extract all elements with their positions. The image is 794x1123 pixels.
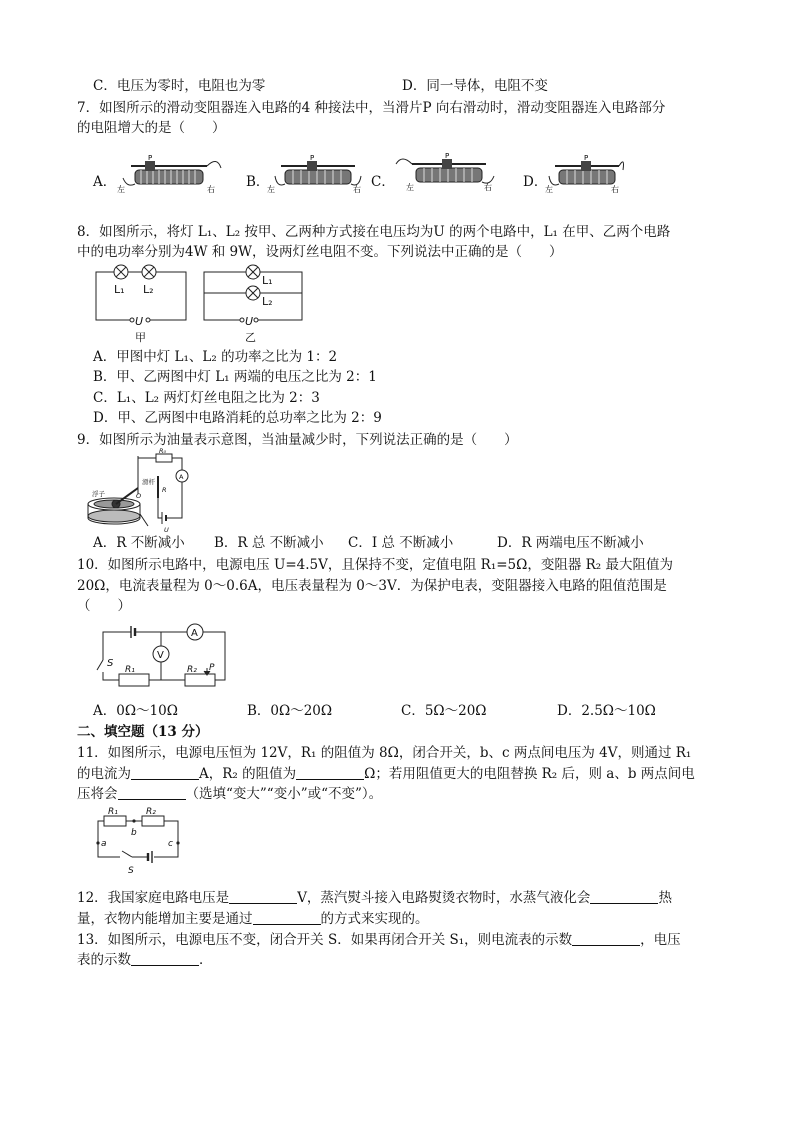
svg-text:甲: 甲 [135, 331, 146, 344]
rheostat-figure-c [392, 150, 502, 192]
svg-text:R₁: R₁ [108, 807, 118, 817]
svg-text:左: 左 [267, 185, 275, 194]
svg-text:L₁: L₁ [114, 283, 125, 296]
q12-blank-1 [229, 889, 297, 904]
q11-line3: 压将会 （选填“变大”“变小”或“不变”）。 [77, 786, 383, 802]
q13-blank-1 [572, 931, 640, 946]
svg-text:R₂: R₂ [146, 807, 156, 817]
q13-blank-2 [131, 951, 199, 966]
q7-option-b-label: B． [246, 174, 270, 190]
svg-text:S: S [128, 866, 134, 876]
svg-text:R₁: R₁ [125, 665, 135, 675]
svg-text:U: U [135, 315, 144, 328]
q7-option-c-label: C． [371, 174, 395, 190]
q7-option-a-label: A． [93, 174, 117, 190]
svg-text:右: 右 [611, 185, 619, 194]
svg-text:P: P [584, 154, 589, 162]
svg-text:P: P [310, 154, 315, 162]
q9-option-d: D．R 两端电压不断减小 [497, 535, 644, 551]
q10-option-c: C．5Ω～20Ω [401, 703, 487, 719]
svg-text:乙: 乙 [245, 331, 256, 344]
q11-line2: 的电流为 A，R₂ 的阻值为 Ω；若用阻值更大的电阻替换 R₂ 后，则 a、b 两点间电 [77, 766, 695, 782]
section-2-heading: 二、填空题（13 分） [77, 724, 209, 740]
q10-stem-line3: （ ） [77, 598, 131, 614]
svg-text:浮子: 浮子 [92, 490, 105, 498]
q10-option-b: B．0Ω～20Ω [247, 703, 333, 719]
svg-text:U: U [164, 526, 169, 534]
svg-text:R₀: R₀ [159, 447, 167, 455]
q11-blank-2 [296, 765, 364, 780]
q13-line1: 13．如图所示，电源电压不变，闭合开关 S．如果再闭合开关 S₁，则电流表的示数 ，电压 [77, 932, 681, 948]
rheostat-figure-d [545, 152, 625, 194]
q13-line2: 表的示数 ． [77, 952, 213, 968]
svg-text:滑杆: 滑杆 [142, 478, 155, 486]
svg-text:L₂: L₂ [262, 295, 273, 308]
q7-stem-line2: 的电阻增大的是（ ） [77, 120, 226, 136]
q11-blank-3 [118, 785, 186, 800]
q9-stem: 9．如图所示为油量表示意图，当油量减少时，下列说法正确的是（ ） [77, 432, 518, 448]
oil-gauge-figure [86, 447, 194, 534]
q11-line1: 11．如图所示，电源电压恒为 12V，R₁ 的阻值为 8Ω，闭合开关，b、c 两点间电压为 4V，则通过 R₁ [77, 745, 692, 761]
q11-circuit-figure [94, 805, 186, 877]
q10-option-d: D．2.5Ω～10Ω [557, 703, 656, 719]
rheostat-figure-a [115, 152, 225, 194]
svg-text:P: P [445, 152, 450, 160]
q12-line2: 量，衣物内能增加主要是通过 的方式来实现的。 [77, 911, 429, 927]
svg-text:U: U [245, 315, 254, 328]
slider-p-label: P [148, 154, 153, 162]
q6-option-d: D．同一导体，电阻不变 [402, 78, 548, 94]
svg-text:左: 左 [545, 185, 553, 194]
q10-circuit-figure [95, 618, 235, 692]
svg-text:右: 右 [207, 185, 215, 194]
q8-option-a: A．甲图中灯 L₁、L₂ 的功率之比为 1：2 [93, 349, 338, 365]
svg-text:L₂: L₂ [143, 283, 154, 296]
svg-text:S: S [107, 658, 114, 669]
svg-text:L₁: L₁ [262, 274, 273, 287]
q8-option-c: C．L₁、L₂ 两灯灯丝电阻之比为 2：3 [93, 390, 320, 406]
svg-text:R₂: R₂ [187, 665, 197, 675]
svg-text:c: c [168, 839, 173, 849]
svg-text:右: 右 [484, 183, 492, 192]
svg-text:a: a [101, 839, 107, 849]
q6-option-c: C．电压为零时，电阻也为零 [93, 78, 266, 94]
svg-text:左: 左 [117, 185, 125, 194]
q8-option-b: B．甲、乙两图中灯 L₁ 两端的电压之比为 2：1 [93, 369, 377, 385]
svg-text:左: 左 [406, 183, 414, 192]
svg-text:R: R [162, 486, 167, 494]
svg-text:P: P [209, 663, 215, 673]
q8-stem-line2: 中的电功率分别为4W 和 9W，设两灯丝电阻不变。下列说法中正确的是（ ） [77, 244, 563, 260]
q10-stem-line2: 20Ω，电流表量程为 0～0.6A，电压表量程为 0～3V．为保护电表，变阻器接入电路的阻值范围是 [77, 578, 667, 594]
q10-stem-line1: 10．如图所示电路中，电源电压 U=4.5V，且保持不变，定值电阻 R₁=5Ω，变阻器 R₂ 最大阻值为 [77, 557, 673, 573]
svg-text:V: V [157, 650, 164, 661]
q9-option-a: A．R 不断减小 [93, 535, 185, 551]
rheostat-figure-b [265, 152, 365, 194]
q7-option-d-label: D． [523, 174, 548, 190]
svg-text:O: O [136, 492, 142, 500]
q12-blank-2 [590, 889, 658, 904]
q8-stem-line1: 8．如图所示，将灯 L₁、L₂ 按甲、乙两种方式接在电压均为U 的两个电路中，L₁ 在甲、乙两个电路 [77, 224, 671, 240]
svg-text:A: A [191, 628, 198, 639]
q12-line1: 12．我国家庭电路电压是 V，蒸汽熨斗接入电路熨烫衣物时，水蒸气液化会 热 [77, 890, 672, 906]
svg-text:b: b [131, 828, 137, 838]
q8-circuit-figure [90, 262, 320, 344]
q11-blank-1 [131, 765, 199, 780]
q8-option-d: D．甲、乙两图中电路消耗的总功率之比为 2：9 [93, 410, 382, 426]
q9-option-c: C．I 总 不断减小 [348, 535, 454, 551]
svg-text:右: 右 [353, 185, 361, 194]
q9-option-b: B．R 总 不断减小 [214, 535, 324, 551]
q7-stem-line1: 7．如图所示的滑动变阻器连入电路的4 种接法中，当滑片P 向右滑动时，滑动变阻器连入电路部分 [77, 100, 666, 116]
q10-option-a: A．0Ω～10Ω [93, 703, 178, 719]
q12-blank-3 [253, 910, 321, 925]
svg-text:A: A [179, 473, 184, 481]
